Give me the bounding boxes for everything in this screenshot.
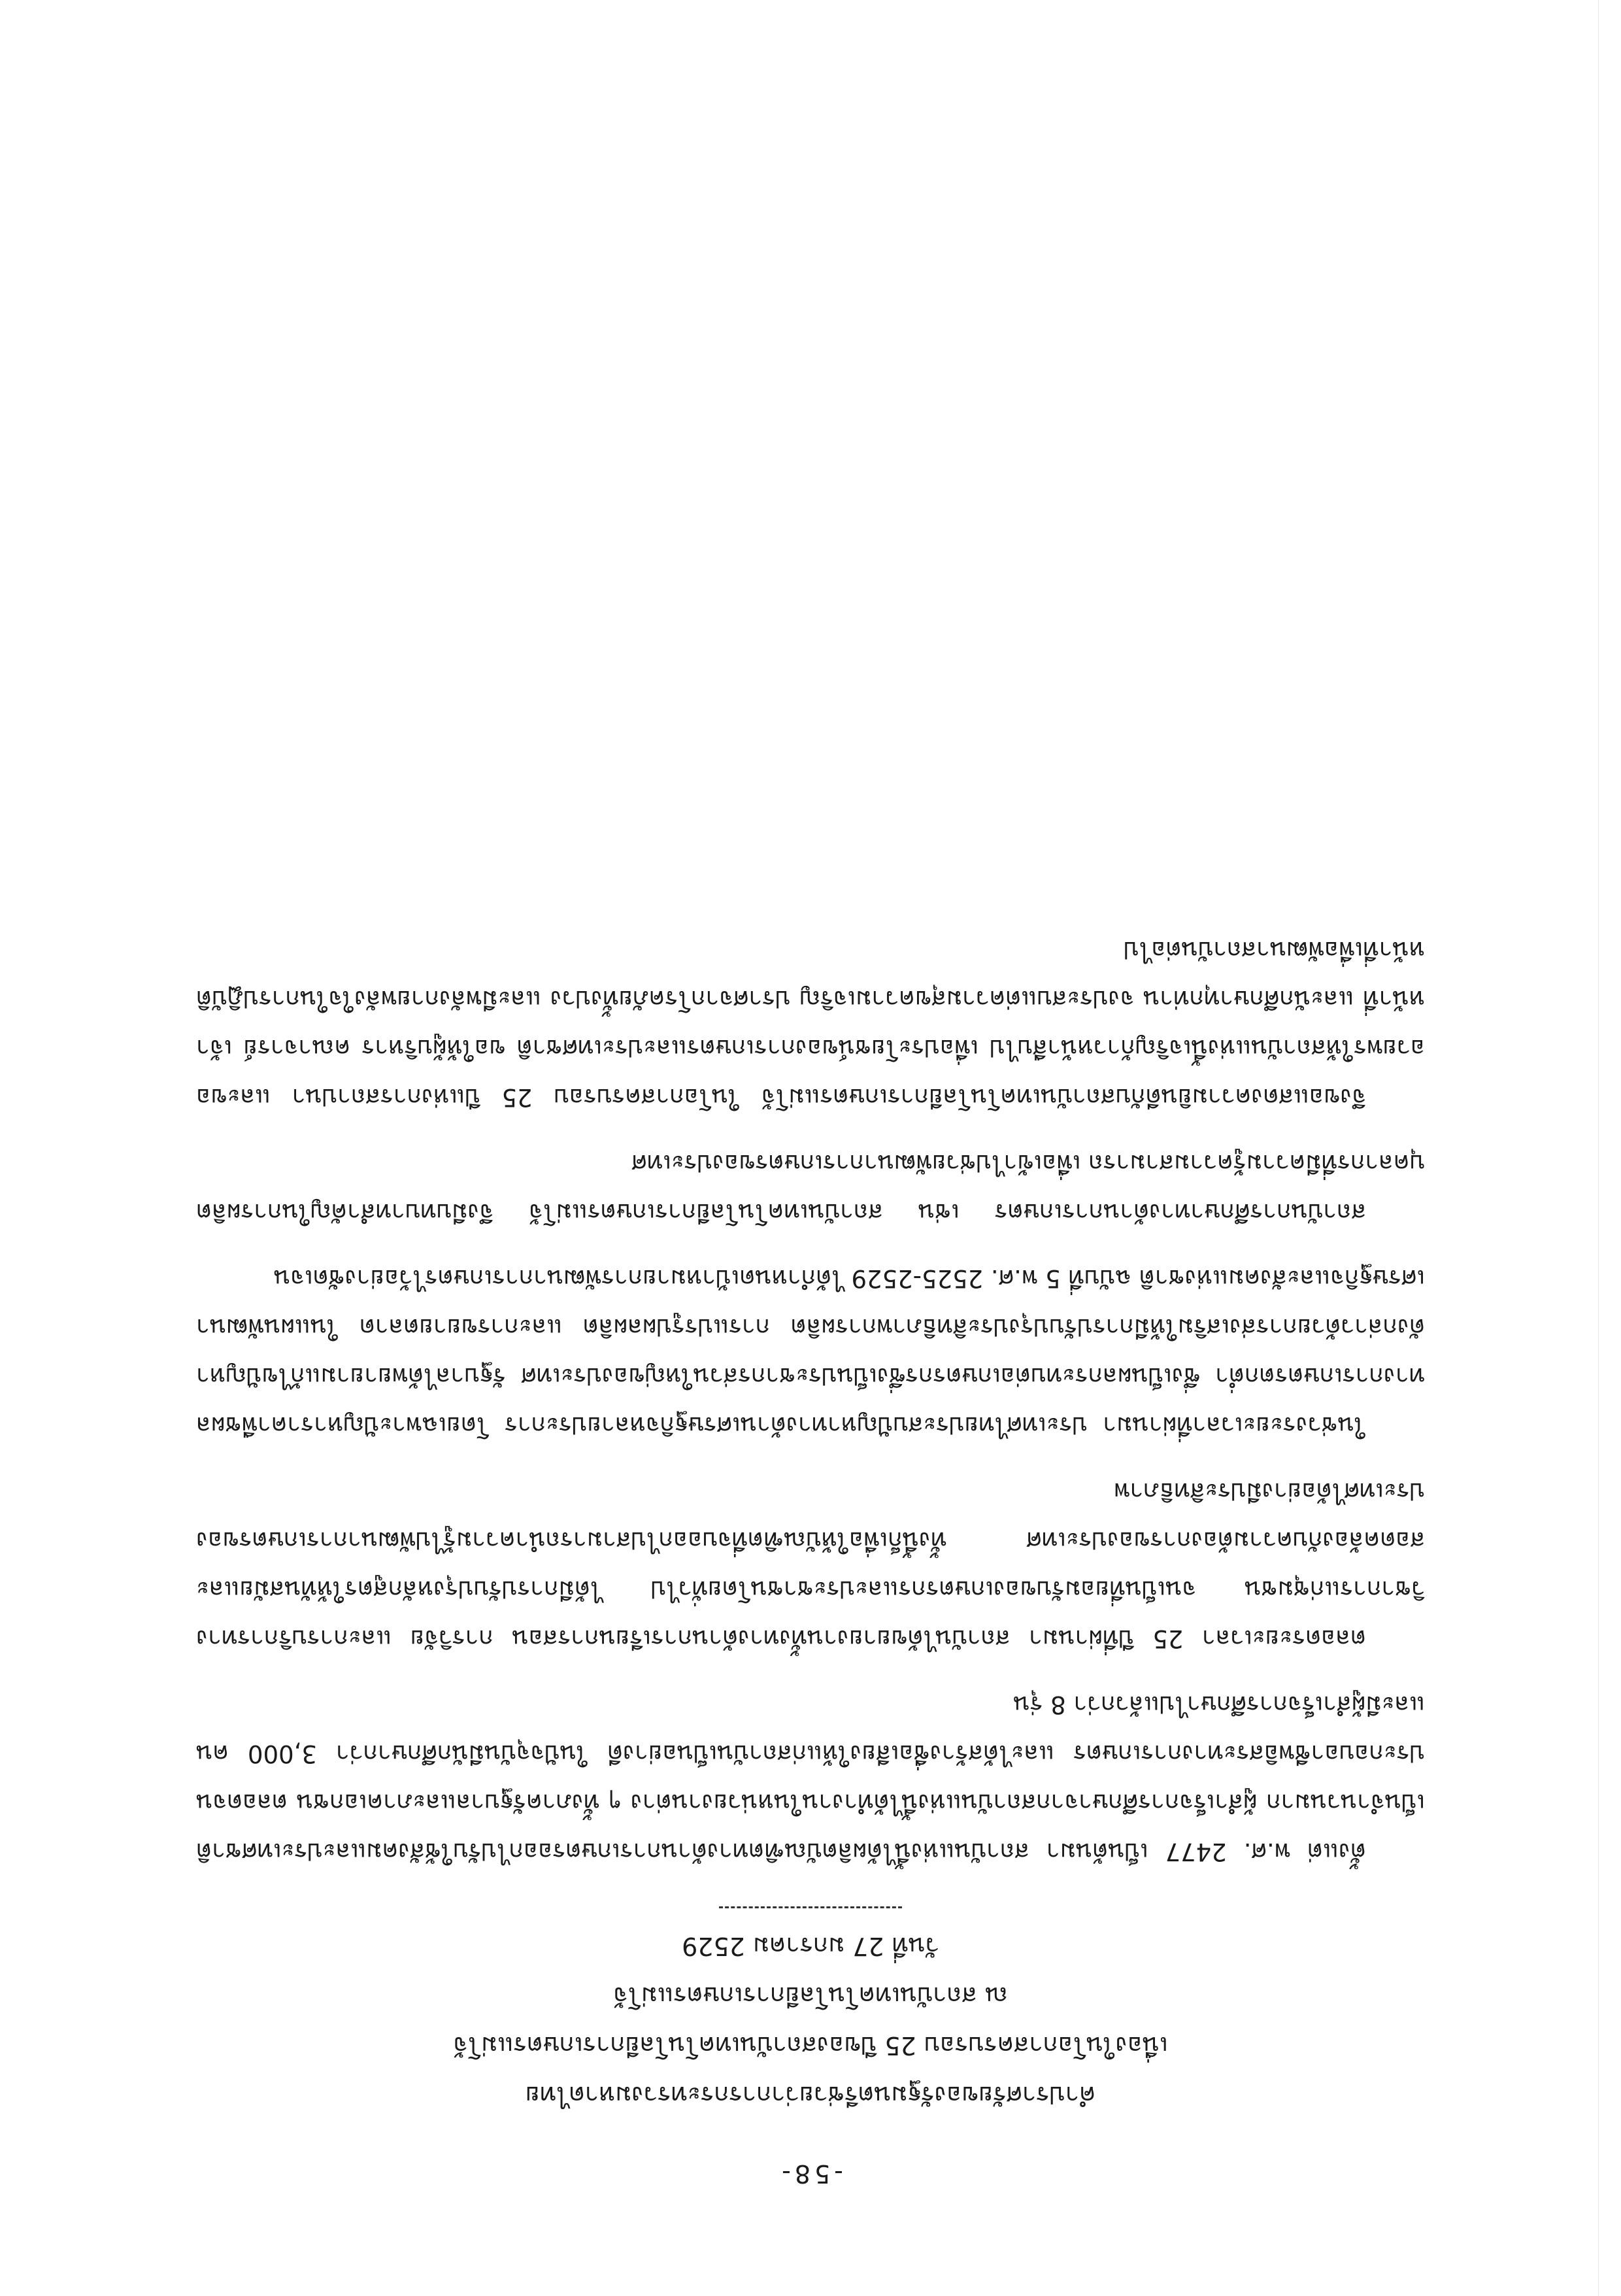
paragraph: ตั้งแต่ พ.ศ. 2477 เป็นต้นมา สถาบันแห่งนี้ได้ผลิตบัณฑิตทางด้านการเกษตรออกไปรับใช้สังคมและประเทศชาติเป็นจำนวนมาก ผู้สำเร็จการศึกษาจากสถาบันแห่งนี้ได้ทำงานในหน่วยงานต่าง ๆ ทั้งภาครัฐบาลและภาคเอกชน ตลอดจนประกอบอาชีพอิสระทางการเกษตร และได้สร้างชื่อเสียงให้แก่สถาบันเป็นอย่างดี ในปัจจุบันมีนักศึกษากว่า 3,000 คน และมีผู้สำเร็จการศึกษาไปแล้วกว่า 8 รุ่น [196,1691,1425,1866]
paragraph: จึงขอแสดงความยินดีกับสถาบันเทคโนโลยีการเกษตรแม่โจ้ ในโอกาสครบรอบ 25 ปีแห่งการสถาปนา และขออวยพรให้สถาบันแห่งนี้เจริญก้าวหน้าสืบไป เพื่อประโยชน์ของการเกษตรและประเทศชาติ ขอให้ผู้บริหาร คณาจารย์ เจ้าหน้าที่ และนักศึกษาทุกท่าน จงประสบแต่ความสุขความเจริญ ปราศจากโรคภัยทั้งปวง และมีพลังกายพลังใจในการปฏิบัติหน้าที่เพื่อพัฒนาสถาบันต่อไป [196,936,1425,1111]
paragraph: ในช่วงระยะเวลาที่ผ่านมา ประเทศไทยประสบปัญหาทางด้านเศรษฐกิจหลายประการ โดยเฉพาะปัญหาราคาพืชผลทางการเกษตรตกต่ำ ซึ่งเป็นผลกระทบต่อเกษตรกรซึ่งเป็นประชากรส่วนใหญ่ของประเทศ รัฐบาลได้พยายามแก้ไขปัญหาดังกล่าวด้วยการส่งเสริมให้มีการปรับปรุงประสิทธิภาพการผลิต การแปรรูปผลผลิต และการขยายตลาด ในแผนพัฒนาเศรษฐกิจและสังคมแห่งชาติ ฉบับที่ 5 พ.ศ. 2525-2529 ได้กำหนดเป้าหมายการพัฒนาการเกษตรไว้อย่างชัดเจน [196,1264,1425,1440]
title-block [196,1921,1425,2120]
paragraph: ตลอดระยะเวลา 25 ปีที่ผ่านมา สถาบันได้ขยายงานทั้งทางด้านการเรียนการสอน การวิจัย และการบริการทางวิชาการแก่ชุมชน จนเป็นที่ยอมรับของเกษตรกรและประชาชนโดยทั่วไป ได้มีการปรับปรุงหลักสูตรให้ทันสมัยและสอดคล้องกับความต้องการของประเทศ ทั้งนี้ก็เพื่อให้บัณฑิตที่จบออกไปสามารถนำความรู้ไปพัฒนาการเกษตรของประเทศได้อย่างมีประสิทธิภาพ [196,1477,1425,1653]
page-number: -58- [778,2159,843,2188]
paragraph: สถาบันการศึกษาทางด้านการเกษตร เช่น สถาบันเทคโนโลยีการเกษตรแม่โจ้ จึงมีบทบาทสำคัญในการผลิตบุคลากรที่มีความรู้ความสามารถ เพื่อเข้าไปช่วยพัฒนาการเกษตรของประเทศ [196,1149,1425,1226]
body-text [196,926,1425,1876]
title-line-3: ณ สถาบันเทคโนโลยีการเกษตรแม่โจ้ [613,1982,1008,2010]
title-line-1: คำปราศรัยของรัฐมนตรีช่วยว่าการกระทรวงมหาดไทย [525,2081,1096,2110]
title-line-4: วันที่ 27 มกราคม 2529 [682,1932,939,1961]
title-line-2: เนื่องในโอกาสครบรอบ 25 ปีของสถาบันเทคโนโลยีการเกษตรแม่โจ้ [453,2031,1168,2060]
scan-margin-line [1598,0,1599,2296]
page-content [196,926,1425,2188]
section-divider [719,1906,902,1908]
